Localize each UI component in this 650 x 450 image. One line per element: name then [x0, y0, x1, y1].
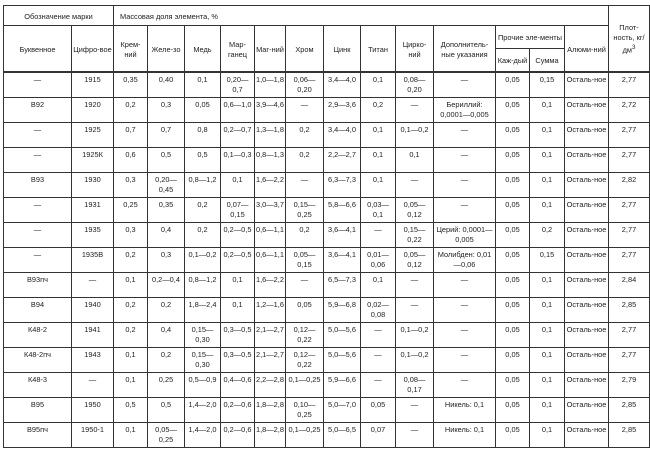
cell-zirconium: 0,1 [396, 147, 434, 172]
cell-copper: 0,1—0,2 [185, 247, 221, 272]
header-chromium: Хром [286, 26, 324, 73]
cell-other-sum: 0,1 [530, 322, 565, 347]
cell-digital: 1941 [72, 322, 114, 347]
table-row [4, 172, 650, 197]
cell-chromium: — [286, 272, 324, 297]
cell-zinc: 5,8—6,6 [324, 197, 361, 222]
cell-letter: В95 [4, 397, 72, 422]
cell-other-each: 0,05 [496, 397, 530, 422]
cell-zinc: 5,9—6,8 [324, 297, 361, 322]
header-titanium: Титан [361, 26, 396, 73]
cell-density: 2,77 [609, 247, 650, 272]
cell-magnesium: 2,1—2,7 [255, 322, 286, 347]
cell-letter: К48-2 [4, 322, 72, 347]
cell-manganese: 0,6—1,0 [221, 97, 255, 122]
cell-titanium: — [361, 347, 396, 372]
cell-zirconium: — [396, 97, 434, 122]
cell-letter: В95пч [4, 422, 72, 447]
cell-zinc: 3,4—4,0 [324, 72, 361, 97]
cell-zinc: 5,0—5,6 [324, 347, 361, 372]
cell-copper: 1,4—2,0 [185, 422, 221, 447]
cell-additional: Никель: 0,1 [434, 422, 496, 447]
cell-manganese: 0,1 [221, 272, 255, 297]
cell-iron: 0,4 [148, 222, 185, 247]
cell-additional: Никель: 0,1 [434, 397, 496, 422]
cell-density: 2,77 [609, 122, 650, 147]
cell-copper: 0,8—1,2 [185, 272, 221, 297]
cell-silicon: 0,5 [114, 397, 148, 422]
cell-silicon: 0,7 [114, 122, 148, 147]
cell-manganese: 0,1 [221, 172, 255, 197]
cell-iron: 0,05—0,25 [148, 422, 185, 447]
cell-chromium: 0,1—0,25 [286, 422, 324, 447]
cell-magnesium: 1,6—2,2 [255, 172, 286, 197]
cell-density: 2,77 [609, 322, 650, 347]
cell-aluminium: Осталь-ное [565, 222, 609, 247]
cell-letter: — [4, 222, 72, 247]
table-row [4, 372, 650, 397]
table-body [4, 72, 650, 447]
table-row [4, 422, 650, 447]
cell-other-sum: 0,1 [530, 397, 565, 422]
cell-zinc: 6,5—7,3 [324, 272, 361, 297]
cell-manganese: 0,2—0,7 [221, 122, 255, 147]
cell-other-each: 0,05 [496, 97, 530, 122]
cell-other-each: 0,05 [496, 322, 530, 347]
cell-copper: 0,1 [185, 72, 221, 97]
cell-digital: 1925К [72, 147, 114, 172]
cell-manganese: 0,2—0,5 [221, 247, 255, 272]
header-density [609, 6, 650, 73]
cell-letter: К48-2пч [4, 347, 72, 372]
cell-digital: 1925 [72, 122, 114, 147]
cell-zirconium: 0,05—0,12 [396, 247, 434, 272]
cell-other-sum: 0,1 [530, 122, 565, 147]
cell-magnesium: 0,8—1,3 [255, 147, 286, 172]
cell-other-sum: 0,1 [530, 272, 565, 297]
cell-copper: 0,15—0,30 [185, 322, 221, 347]
cell-silicon: 0,1 [114, 272, 148, 297]
cell-copper: 0,2 [185, 197, 221, 222]
cell-titanium: — [361, 222, 396, 247]
cell-chromium: 0,05—0,15 [286, 247, 324, 272]
cell-chromium: — [286, 172, 324, 197]
cell-aluminium: Осталь-ное [565, 247, 609, 272]
cell-zinc: 3,6—4,1 [324, 222, 361, 247]
cell-density: 2,85 [609, 422, 650, 447]
cell-zirconium: 0,1—0,2 [396, 122, 434, 147]
cell-density: 2,77 [609, 147, 650, 172]
cell-chromium: 0,12—0,22 [286, 322, 324, 347]
cell-digital: 1940 [72, 297, 114, 322]
cell-digital: — [72, 372, 114, 397]
cell-copper: 0,05 [185, 97, 221, 122]
cell-aluminium: Осталь-ное [565, 122, 609, 147]
cell-iron: 0,4 [148, 322, 185, 347]
cell-other-each: 0,05 [496, 122, 530, 147]
cell-letter: — [4, 72, 72, 97]
cell-density: 2,72 [609, 97, 650, 122]
cell-additional: — [434, 322, 496, 347]
cell-titanium: 0,02—0,08 [361, 297, 396, 322]
cell-letter: — [4, 197, 72, 222]
cell-titanium: 0,1 [361, 122, 396, 147]
cell-iron: 0,2 [148, 297, 185, 322]
table-row [4, 97, 650, 122]
cell-other-each: 0,05 [496, 372, 530, 397]
cell-iron: 0,35 [148, 197, 185, 222]
cell-silicon: 0,3 [114, 172, 148, 197]
cell-density: 2,79 [609, 372, 650, 397]
header-other: Прочие эле-менты [496, 26, 565, 49]
cell-copper: 0,5—0,9 [185, 372, 221, 397]
cell-digital: — [72, 272, 114, 297]
cell-zinc: 3,4—4,0 [324, 122, 361, 147]
cell-zinc: 6,3—7,3 [324, 172, 361, 197]
cell-silicon: 0,2 [114, 247, 148, 272]
cell-copper: 0,8—1,2 [185, 172, 221, 197]
cell-aluminium: Осталь-ное [565, 297, 609, 322]
cell-aluminium: Осталь-ное [565, 422, 609, 447]
cell-letter: — [4, 247, 72, 272]
cell-silicon: 0,3 [114, 222, 148, 247]
cell-additional: — [434, 147, 496, 172]
cell-silicon: 0,25 [114, 197, 148, 222]
cell-digital: 1950-1 [72, 422, 114, 447]
cell-letter: В93 [4, 172, 72, 197]
cell-aluminium: Осталь-ное [565, 322, 609, 347]
cell-other-each: 0,05 [496, 72, 530, 97]
cell-aluminium: Осталь-ное [565, 372, 609, 397]
cell-iron: 0,5 [148, 397, 185, 422]
cell-density: 2,82 [609, 172, 650, 197]
cell-manganese: 0,4—0,6 [221, 372, 255, 397]
cell-zirconium: — [396, 422, 434, 447]
cell-manganese: 0,3—0,5 [221, 322, 255, 347]
cell-chromium: 0,15—0,25 [286, 197, 324, 222]
cell-magnesium: 1,0—1,8 [255, 72, 286, 97]
cell-aluminium: Осталь-ное [565, 272, 609, 297]
cell-copper: 0,5 [185, 147, 221, 172]
cell-density: 2,77 [609, 347, 650, 372]
cell-silicon: 0,2 [114, 322, 148, 347]
cell-iron: 0,3 [148, 97, 185, 122]
table-row [4, 397, 650, 422]
cell-iron: 0,25 [148, 372, 185, 397]
cell-digital: 1931 [72, 197, 114, 222]
cell-titanium: 0,07 [361, 422, 396, 447]
header-digital: Цифро-вое [72, 26, 114, 73]
cell-zinc: 5,0—6,5 [324, 422, 361, 447]
cell-additional: — [434, 172, 496, 197]
cell-additional: Молибден: 0,01—0,06 [434, 247, 496, 272]
cell-other-sum: 0,15 [530, 72, 565, 97]
header-magnesium: Маг-ний [255, 26, 286, 73]
cell-chromium: 0,05 [286, 297, 324, 322]
cell-titanium: 0,03—0,1 [361, 197, 396, 222]
cell-titanium: 0,1 [361, 272, 396, 297]
cell-other-sum: 0,1 [530, 297, 565, 322]
cell-titanium: 0,1 [361, 172, 396, 197]
cell-density: 2,84 [609, 272, 650, 297]
table-row [4, 122, 650, 147]
cell-other-sum: 0,1 [530, 147, 565, 172]
cell-manganese: 0,07—0,15 [221, 197, 255, 222]
cell-additional: — [434, 347, 496, 372]
table-row [4, 347, 650, 372]
cell-zirconium: 0,15—0,22 [396, 222, 434, 247]
cell-density: 2,77 [609, 222, 650, 247]
cell-other-sum: 0,1 [530, 197, 565, 222]
cell-zirconium: — [396, 272, 434, 297]
table-row [4, 147, 650, 172]
cell-copper: 1,8—2,4 [185, 297, 221, 322]
cell-zinc: 5,9—6,6 [324, 372, 361, 397]
cell-letter: В93пч [4, 272, 72, 297]
cell-copper: 1,4—2,0 [185, 397, 221, 422]
cell-magnesium: 1,6—2,2 [255, 272, 286, 297]
table-row [4, 72, 650, 97]
density-superscript: 3 [631, 44, 636, 52]
header-sum: Сумма [530, 49, 565, 73]
cell-other-each: 0,05 [496, 347, 530, 372]
cell-aluminium: Осталь-ное [565, 72, 609, 97]
cell-iron: 0,7 [148, 122, 185, 147]
header-letter: Буквенное [4, 26, 72, 73]
cell-titanium: 0,01—0,06 [361, 247, 396, 272]
header-silicon: Крем-ний [114, 26, 148, 73]
cell-digital: 1935В [72, 247, 114, 272]
cell-manganese: 0,1—0,3 [221, 147, 255, 172]
cell-titanium: 0,1 [361, 147, 396, 172]
cell-manganese: 0,2—0,6 [221, 422, 255, 447]
cell-manganese: 0,1 [221, 297, 255, 322]
cell-magnesium: 1,8—2,8 [255, 397, 286, 422]
cell-digital: 1920 [72, 97, 114, 122]
table-row [4, 197, 650, 222]
cell-zirconium: — [396, 397, 434, 422]
cell-chromium: — [286, 97, 324, 122]
cell-manganese: 0,3—0,5 [221, 347, 255, 372]
cell-magnesium: 2,1—2,7 [255, 347, 286, 372]
cell-titanium: 0,2 [361, 97, 396, 122]
cell-letter: В94 [4, 297, 72, 322]
cell-aluminium: Осталь-ное [565, 147, 609, 172]
cell-digital: 1950 [72, 397, 114, 422]
cell-iron: 0,20—0,45 [148, 172, 185, 197]
header-mass-fraction: Массовая доля элемента, % [114, 6, 609, 26]
cell-aluminium: Осталь-ное [565, 347, 609, 372]
cell-density: 2,85 [609, 397, 650, 422]
cell-iron: 0,40 [148, 72, 185, 97]
cell-chromium: 0,06—0,20 [286, 72, 324, 97]
cell-digital: 1915 [72, 72, 114, 97]
cell-zinc: 3,6—4,1 [324, 247, 361, 272]
cell-manganese: 0,2—0,5 [221, 222, 255, 247]
cell-zirconium: 0,05—0,12 [396, 197, 434, 222]
cell-other-sum: 0,15 [530, 247, 565, 272]
alloy-composition-table-wrapper [3, 5, 650, 448]
cell-other-each: 0,05 [496, 197, 530, 222]
cell-digital: 1930 [72, 172, 114, 197]
cell-aluminium: Осталь-ное [565, 172, 609, 197]
cell-magnesium: 3,0—3,7 [255, 197, 286, 222]
table-row [4, 272, 650, 297]
cell-chromium: 0,1—0,25 [286, 372, 324, 397]
cell-iron: 0,2 [148, 347, 185, 372]
header-additional: Дополнитель-ные указания [434, 26, 496, 73]
cell-other-sum: 0,1 [530, 172, 565, 197]
density-label: Плот-ность, кг/дм [613, 23, 645, 55]
cell-chromium: 0,10—0,25 [286, 397, 324, 422]
cell-chromium: 0,12—0,22 [286, 347, 324, 372]
cell-density: 2,85 [609, 297, 650, 322]
cell-silicon: 0,1 [114, 422, 148, 447]
cell-digital: 1943 [72, 347, 114, 372]
cell-additional: — [434, 372, 496, 397]
cell-other-each: 0,05 [496, 172, 530, 197]
cell-zirconium: — [396, 297, 434, 322]
cell-other-each: 0,05 [496, 147, 530, 172]
cell-magnesium: 2,2—2,8 [255, 372, 286, 397]
cell-letter: — [4, 147, 72, 172]
cell-magnesium: 1,8—2,8 [255, 422, 286, 447]
table-row [4, 222, 650, 247]
cell-magnesium: 1,3—1,8 [255, 122, 286, 147]
cell-titanium: — [361, 372, 396, 397]
cell-additional: — [434, 197, 496, 222]
table-row [4, 297, 650, 322]
cell-manganese: 0,2—0,6 [221, 397, 255, 422]
cell-copper: 0,8 [185, 122, 221, 147]
cell-aluminium: Осталь-ное [565, 397, 609, 422]
header-copper: Медь [185, 26, 221, 73]
cell-zinc: 5,0—7,0 [324, 397, 361, 422]
cell-silicon: 0,6 [114, 147, 148, 172]
cell-silicon: 0,1 [114, 372, 148, 397]
cell-other-each: 0,05 [496, 247, 530, 272]
cell-silicon: 0,2 [114, 97, 148, 122]
cell-zirconium: 0,1—0,2 [396, 347, 434, 372]
table-row [4, 247, 650, 272]
cell-copper: 0,15—0,30 [185, 347, 221, 372]
cell-other-each: 0,05 [496, 222, 530, 247]
table-row [4, 322, 650, 347]
cell-letter: — [4, 122, 72, 147]
cell-density: 2,77 [609, 197, 650, 222]
cell-density: 2,77 [609, 72, 650, 97]
cell-other-sum: 0,1 [530, 347, 565, 372]
header-aluminium: Алюми-ний [565, 26, 609, 73]
cell-additional: — [434, 297, 496, 322]
cell-zirconium: 0,08—0,17 [396, 372, 434, 397]
cell-magnesium: 1,2—1,6 [255, 297, 286, 322]
cell-iron: 0,3 [148, 247, 185, 272]
alloy-composition-table [3, 5, 650, 448]
header-each: Каж-дый [496, 49, 530, 73]
cell-copper: 0,2 [185, 222, 221, 247]
cell-silicon: 0,2 [114, 297, 148, 322]
cell-chromium: 0,2 [286, 147, 324, 172]
cell-magnesium: 0,6—1,1 [255, 247, 286, 272]
cell-magnesium: 0,6—1,1 [255, 222, 286, 247]
cell-additional: Бериллий: 0,0001—0,005 [434, 97, 496, 122]
cell-chromium: 0,2 [286, 222, 324, 247]
cell-additional: — [434, 122, 496, 147]
header-zinc: Цинк [324, 26, 361, 73]
cell-letter: В92 [4, 97, 72, 122]
cell-zinc: 2,9—3,6 [324, 97, 361, 122]
cell-manganese: 0,20—0,7 [221, 72, 255, 97]
cell-titanium: — [361, 322, 396, 347]
cell-iron: 0,5 [148, 147, 185, 172]
cell-aluminium: Осталь-ное [565, 97, 609, 122]
cell-silicon: 0,1 [114, 347, 148, 372]
cell-other-sum: 0,1 [530, 422, 565, 447]
cell-additional: Церий: 0,0001—0,005 [434, 222, 496, 247]
cell-zirconium: 0,08—0,20 [396, 72, 434, 97]
cell-additional: — [434, 272, 496, 297]
cell-magnesium: 3,9—4,6 [255, 97, 286, 122]
cell-titanium: 0,1 [361, 72, 396, 97]
cell-other-sum: 0,1 [530, 97, 565, 122]
header-iron: Желе-зо [148, 26, 185, 73]
header-zirconium: Цирко-ний [396, 26, 434, 73]
cell-letter: К48-3 [4, 372, 72, 397]
cell-zirconium: 0,1—0,2 [396, 322, 434, 347]
cell-other-each: 0,05 [496, 272, 530, 297]
cell-titanium: 0,05 [361, 397, 396, 422]
header-manganese: Мар-ганец [221, 26, 255, 73]
cell-additional: — [434, 72, 496, 97]
cell-zirconium: — [396, 172, 434, 197]
cell-other-sum: 0,1 [530, 372, 565, 397]
cell-other-sum: 0,2 [530, 222, 565, 247]
cell-digital: 1935 [72, 222, 114, 247]
cell-chromium: 0,2 [286, 122, 324, 147]
cell-zinc: 2,2—2,7 [324, 147, 361, 172]
cell-other-each: 0,05 [496, 422, 530, 447]
cell-other-each: 0,05 [496, 297, 530, 322]
cell-iron: 0,2—0,4 [148, 272, 185, 297]
cell-zinc: 5,0—5,6 [324, 322, 361, 347]
cell-silicon: 0,35 [114, 72, 148, 97]
header-designation: Обозначение марки [4, 6, 114, 26]
cell-aluminium: Осталь-ное [565, 197, 609, 222]
